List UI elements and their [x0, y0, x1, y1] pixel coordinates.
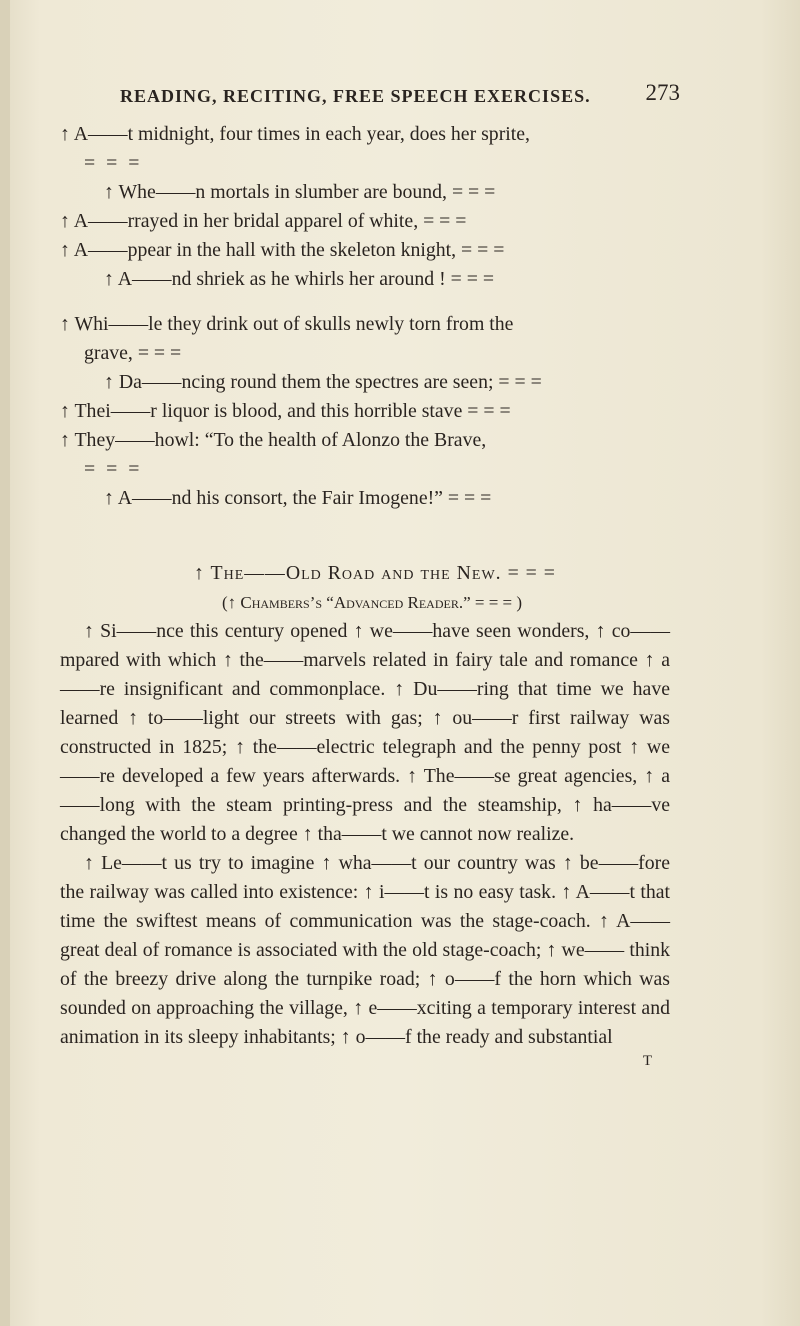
poem-line: ↑ A——nd shriek as he whirls her around ! = = =	[104, 268, 495, 290]
poem-stanza	[60, 120, 670, 513]
poem-line: ↑ Whe——n mortals in slumber are bound, = = =	[104, 181, 496, 203]
prose-body	[60, 617, 670, 1052]
poem-line: ↑ A——t midnight, four times in each year, does her sprite,	[60, 123, 531, 145]
section-source: (↑ Chambers’s “Advanced Reader.” = = = )	[221, 593, 523, 612]
poem-line: ↑ Whi——le they drink out of skulls newly torn from the	[60, 313, 514, 335]
poem-line: ↑ Thei——r liquor is blood, and this horrible stave = = =	[60, 400, 511, 422]
page-body	[60, 120, 670, 1070]
prose-paragraph: ↑ Si——nce this century opened ↑ we——have seen wonders, ↑ co——mpared with which ↑ the——marvels related in fairy tale and romance ↑ a——re insignificant and commonplace. ↑ Du——ring that time we have learned ↑ to——light our streets with gas; ↑ ou——r first railway was constructed in 1825; ↑ the——electric telegraph and the penny post ↑ we——re developed a few years afterwards. ↑ The——se great agencies, ↑ a——long with the steam printing-press and the steamship, ↑ ha——ve changed the world to a degree ↑ tha——t we cannot now realize.	[60, 620, 670, 845]
page-header	[120, 80, 680, 110]
poem-line: = = =	[84, 152, 143, 174]
running-head: READING, RECITING, FREE SPEECH EXERCISES.	[120, 86, 591, 106]
poem-line: ↑ A——rrayed in her bridal apparel of white, = = =	[60, 210, 467, 232]
poem-line: grave, = = =	[84, 342, 182, 364]
page-number: 273	[645, 80, 680, 105]
section-title: ↑ The——Old Road and the New. = = =	[194, 562, 556, 584]
signature-mark: T	[642, 1053, 652, 1069]
poem-line: = = =	[84, 458, 143, 480]
poem-line: ↑ A——nd his consort, the Fair Imogene!” = = =	[104, 487, 492, 509]
prose-paragraph: ↑ Le——t us try to imagine ↑ wha——t our country was ↑ be——fore the railway was called into existence: ↑ i——t is no easy task. ↑ A——t that time the swiftest means of communication was the stage-coach. ↑ A——great deal of romance is associated with the old stage-coach; ↑ we—— think of the breezy drive along the turnpike road; ↑ o——f the horn which was sounded on approaching the village, ↑ e——xciting a temporary interest and animation in its sleepy inhabitants; ↑ o——f the ready and substantial	[60, 852, 670, 1048]
poem-line: ↑ They——howl: “To the health of Alonzo the Brave,	[60, 429, 487, 451]
poem-line: ↑ A——ppear in the hall with the skeleton knight, = = =	[60, 239, 505, 261]
page-edge-shadow	[0, 0, 10, 1326]
poem-line: ↑ Da——ncing round them the spectres are seen; = = =	[104, 371, 542, 393]
